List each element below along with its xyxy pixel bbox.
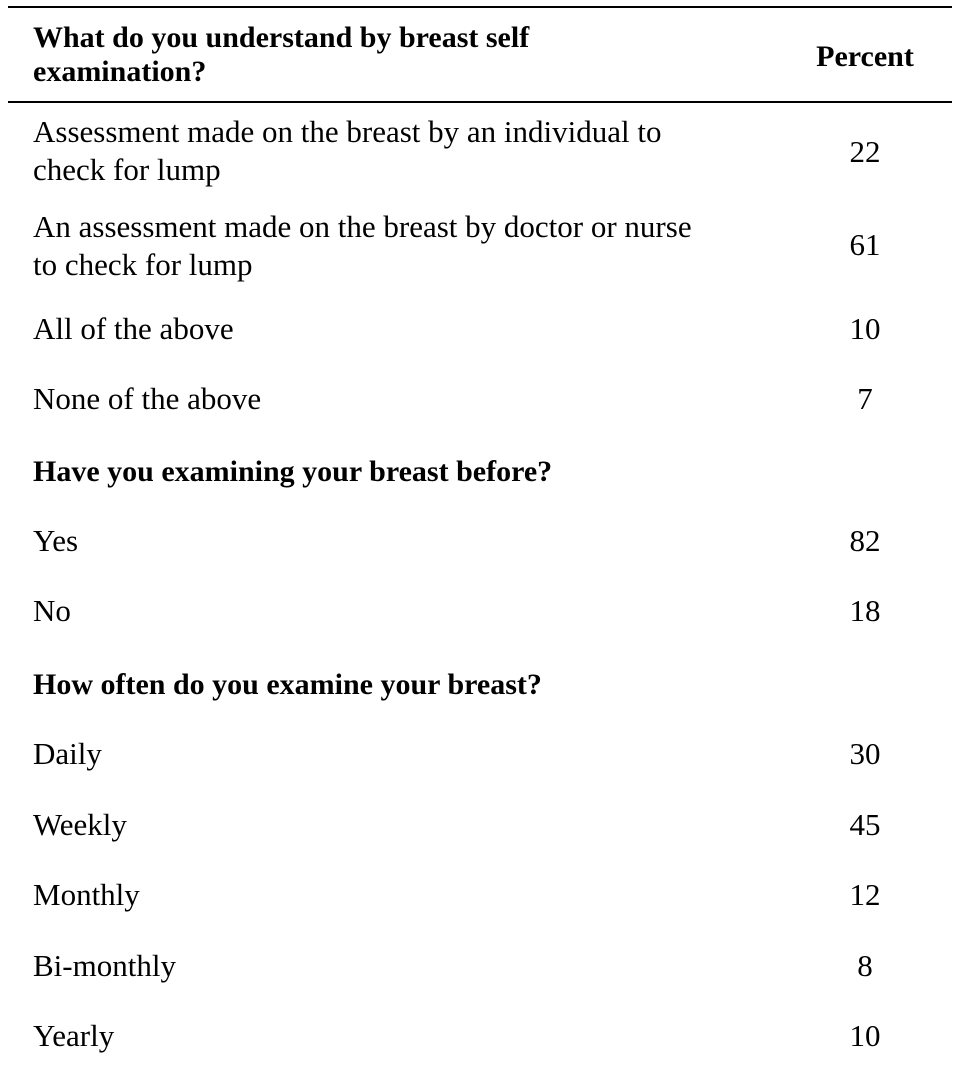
row-label: Weekly (33, 807, 127, 842)
row-percent: 45 (849, 807, 881, 842)
section-title: How often do you examine your breast? (33, 668, 542, 701)
row-percent: 22 (849, 134, 881, 169)
row-label-line1: Assessment made on the breast by an individual to (33, 114, 662, 149)
row-percent: 8 (857, 948, 873, 983)
row-percent: 30 (849, 736, 881, 771)
row-percent: 12 (849, 877, 881, 912)
header-question-line1: What do you understand by breast self (33, 21, 530, 54)
header-percent: Percent (816, 40, 914, 73)
top-rule (8, 6, 952, 8)
row-label-line1: An assessment made on the breast by doctor or nurse (33, 209, 692, 244)
row-label: Yes (33, 523, 79, 558)
row-percent: 61 (849, 227, 881, 262)
row-percent: 7 (857, 381, 873, 416)
row-label: Daily (33, 736, 102, 771)
header-rule (8, 101, 952, 103)
row-label: Yearly (33, 1018, 115, 1053)
section-title: Have you examining your breast before? (33, 455, 553, 488)
row-label: All of the above (33, 311, 234, 346)
row-percent: 82 (849, 523, 881, 558)
row-percent: 10 (849, 1018, 881, 1053)
row-label: None of the above (33, 381, 262, 416)
row-percent: 10 (849, 311, 881, 346)
row-label: No (33, 593, 71, 628)
row-label-line2: check for lump (33, 152, 221, 187)
header-question-line2: examination? (33, 55, 207, 88)
row-label: Bi-monthly (33, 948, 176, 983)
row-label: Monthly (33, 877, 140, 912)
row-percent: 18 (849, 593, 881, 628)
row-label-line2: to check for lump (33, 247, 253, 282)
